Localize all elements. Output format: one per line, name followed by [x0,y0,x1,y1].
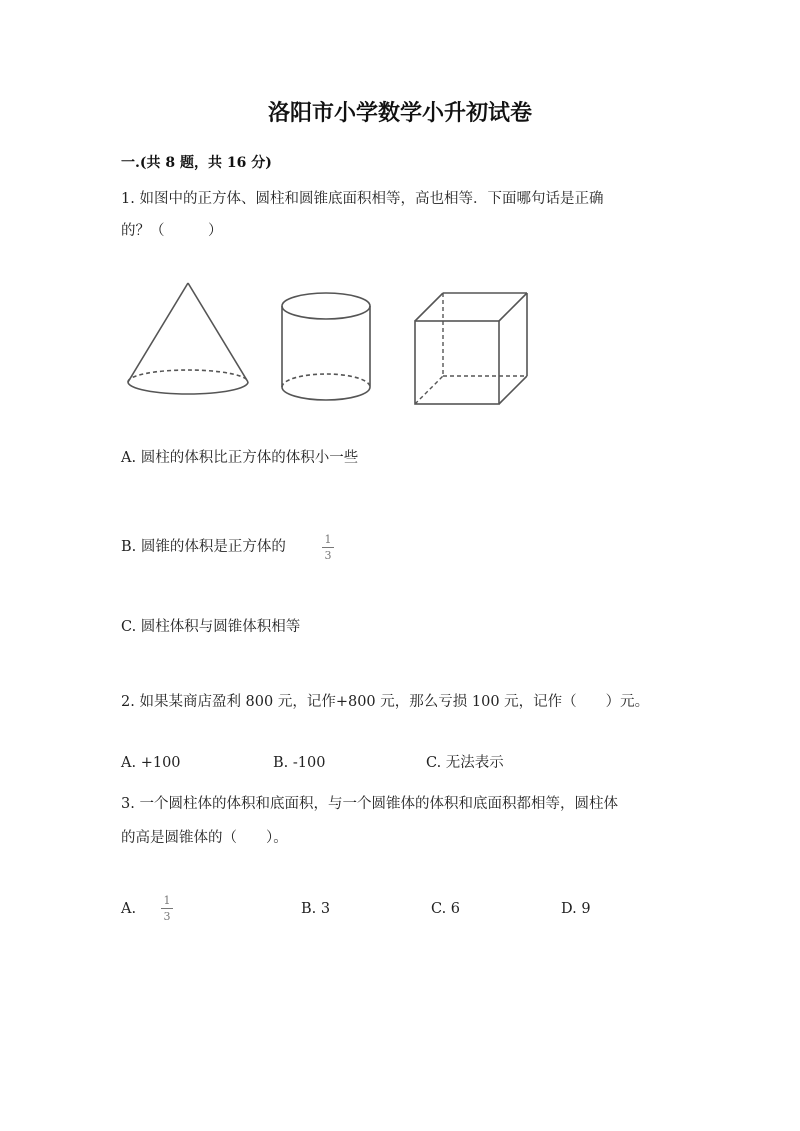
cone-icon [124,280,252,400]
fraction-bar [322,547,334,548]
q3-option-d: D. 9 [561,901,591,917]
q1-option-b: B. 圆锥的体积是正方体的 [121,539,286,555]
q2-option-b: B. -100 [273,755,326,771]
q1-option-c: C. 圆柱体积与圆锥体积相等 [121,619,301,635]
q2-stem: 2. 如果某商店盈利 800 元，记作+800 元，那么亏损 100 元，记作（ ）元。 [121,694,650,710]
q1-stem-line1: 1. 如图中的正方体、圆柱和圆锥底面积相等，高也相等．下面哪句话是正确 [121,191,604,207]
page-title: 洛阳市小学数学小升初试卷 [267,100,532,126]
cylinder-icon [280,290,374,408]
q3-option-b: B. 3 [301,901,331,917]
q1-option-b-fraction [321,533,335,562]
q3-stem-line2: 的高是圆锥体的（ ）。 [121,830,288,846]
fraction-numerator: 1 [324,533,332,546]
fraction-denominator: 3 [163,910,171,923]
cube-icon [412,290,532,410]
q3-option-a: A. [121,901,137,917]
q3-stem-line1: 3. 一个圆柱体的体积和底面积，与一个圆锥体的体积和底面积都相等，圆柱体 [121,796,618,812]
q2-option-c: C. 无法表示 [426,755,504,771]
q2-option-a: A. +100 [121,755,181,771]
fraction-denominator: 3 [324,549,332,562]
q1-option-a: A. 圆柱的体积比正方体的体积小一些 [121,450,359,466]
fraction-bar [161,908,173,909]
fraction-numerator: 1 [163,894,171,907]
q1-stem-line2: 的？（ ） [121,223,223,239]
q3-option-c: C. 6 [431,901,461,917]
section-heading: 一.(共 8 题，共 16 分) [121,155,272,171]
q3-option-a-fraction [160,894,174,923]
